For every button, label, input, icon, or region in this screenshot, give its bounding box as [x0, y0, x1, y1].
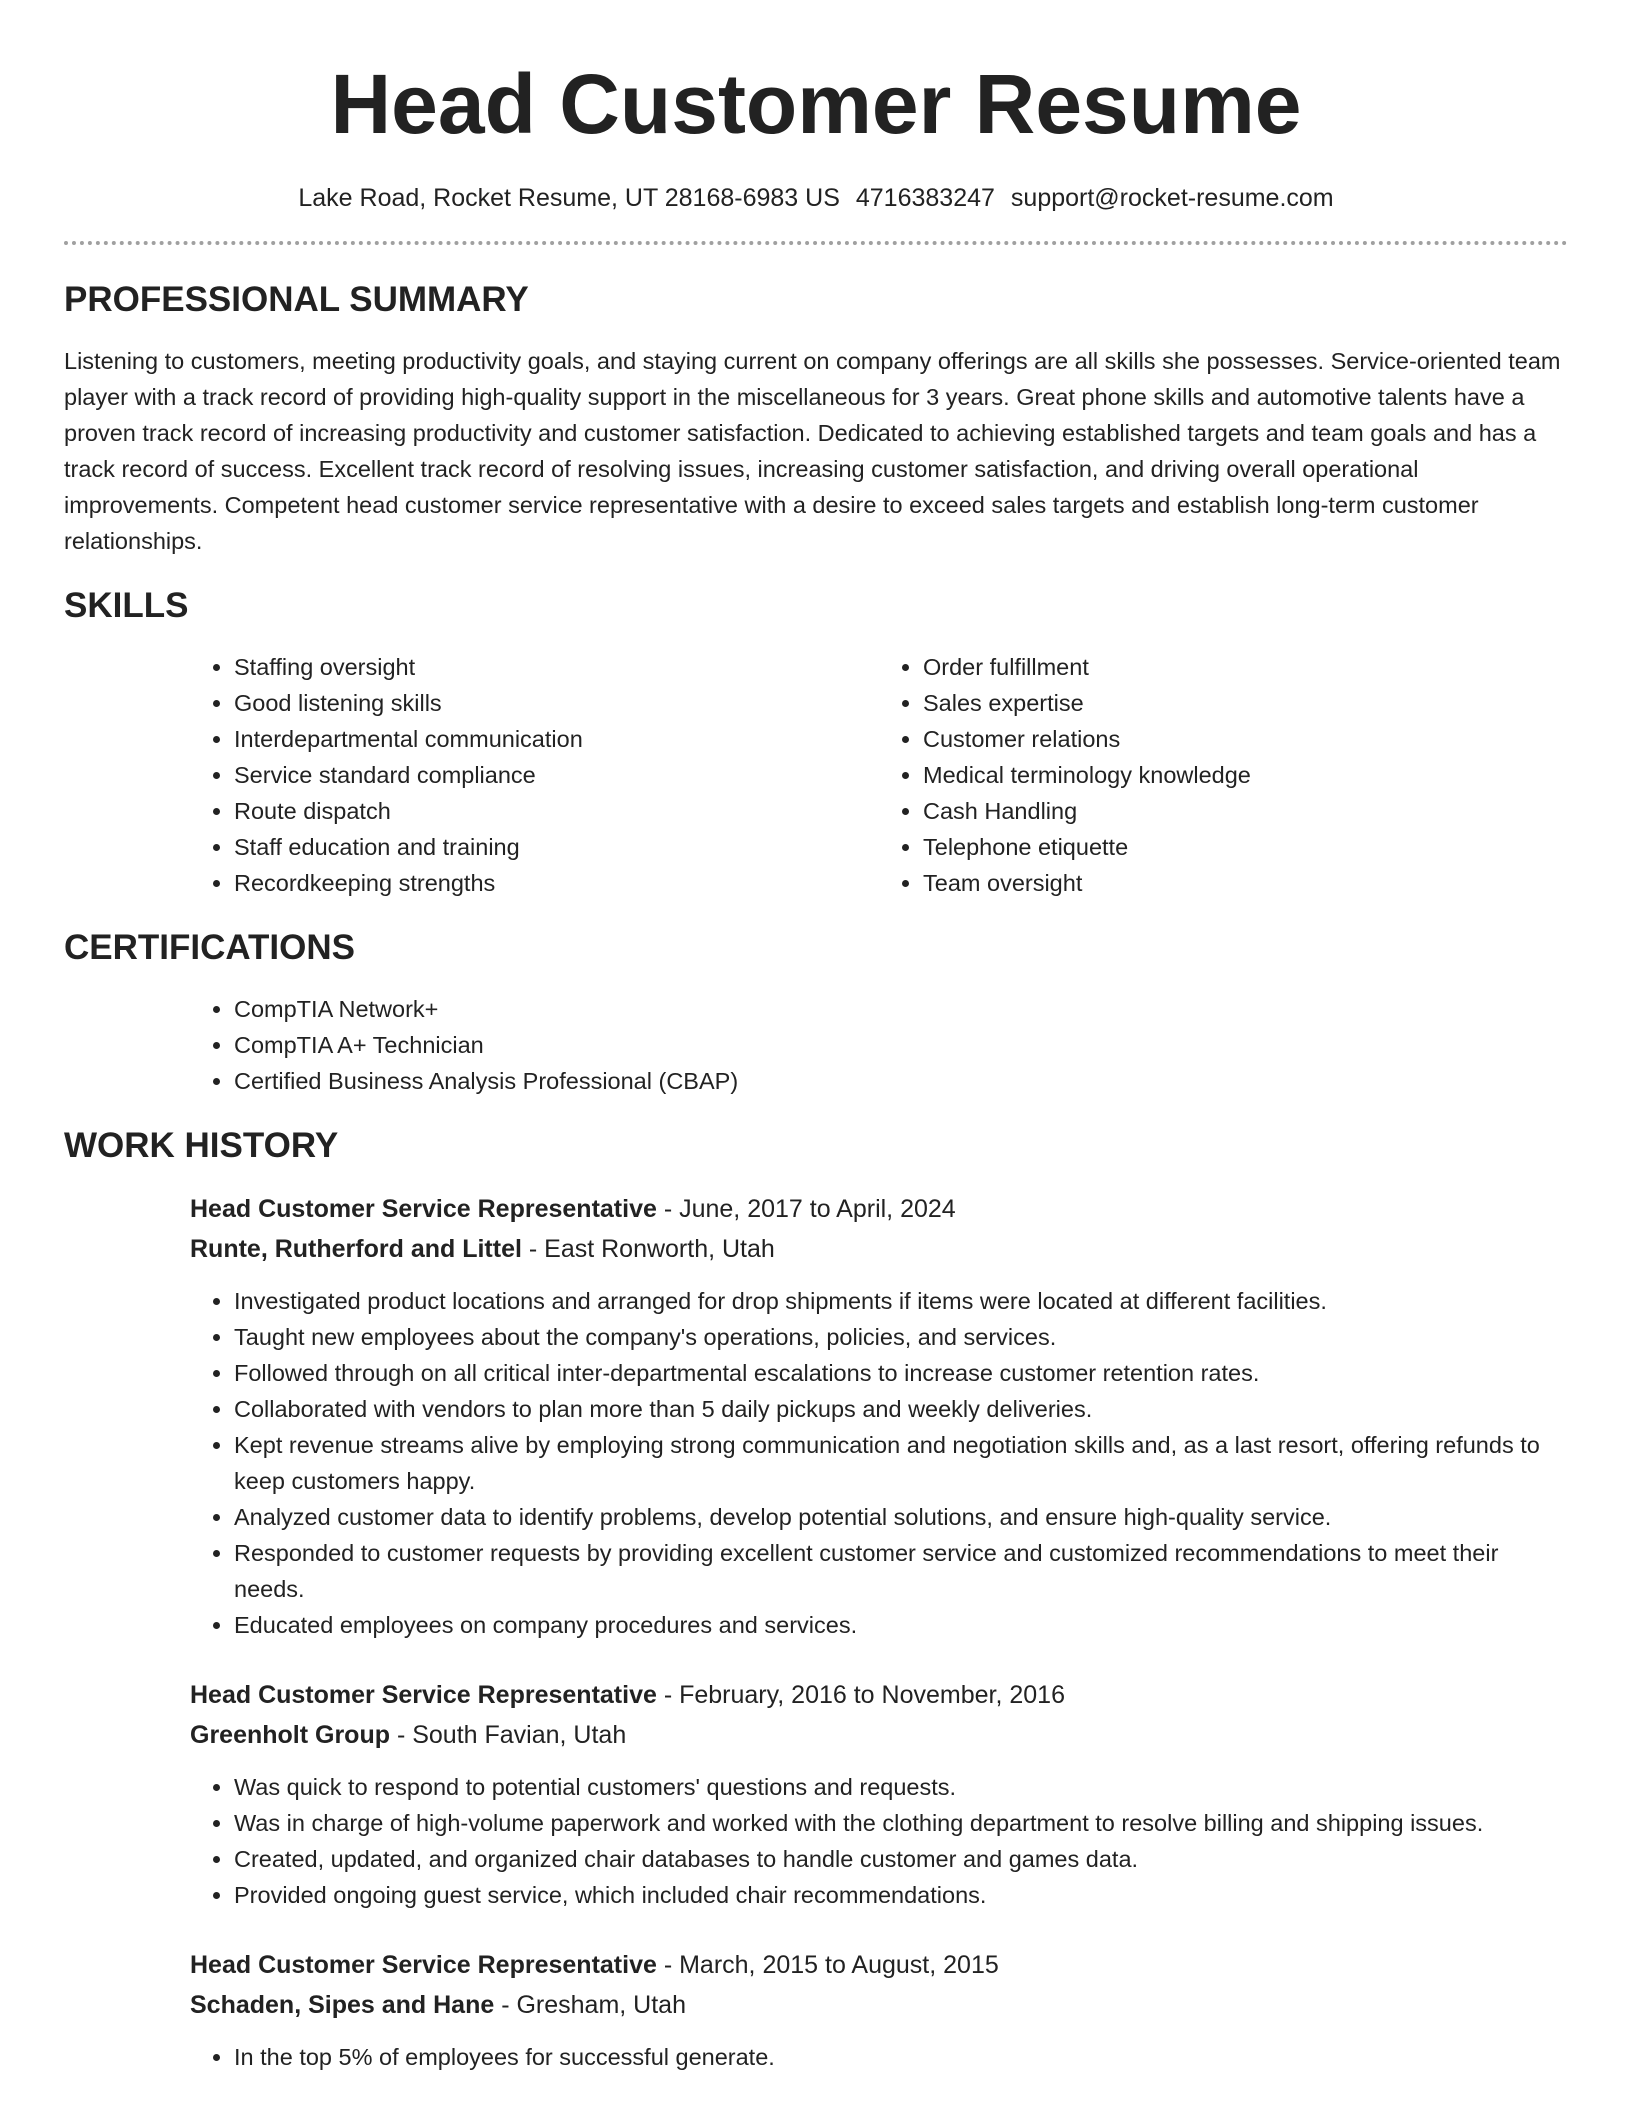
job-dates: - February, 2016 to November, 2016: [656, 1681, 1065, 1709]
skill-item: • Staff education and training: [234, 829, 879, 865]
skill-item: • Customer relations: [923, 721, 1568, 757]
skill-item: • Interdepartmental communication: [234, 721, 879, 757]
job-dates: - June, 2017 to April, 2024: [656, 1195, 956, 1223]
skill-item: • Telephone etiquette: [923, 829, 1568, 865]
skills-column-right: [879, 649, 1568, 901]
header-divider: [64, 241, 1568, 245]
contact-email: support@rocket-resume.com: [1010, 184, 1334, 212]
skill-item: • Sales expertise: [923, 685, 1568, 721]
job-entry: [190, 1189, 1568, 1643]
skill-item: • Team oversight: [923, 865, 1568, 901]
certifications-heading: CERTIFICATIONS: [64, 928, 356, 967]
job-title-line: [190, 1189, 1568, 1229]
contact-line: [64, 184, 1568, 213]
job-location: - Gresham, Utah: [494, 1991, 686, 2019]
job-company: Runte, Rutherford and Littel: [190, 1235, 522, 1263]
job-company: Schaden, Sipes and Hane: [190, 1991, 495, 2019]
job-company-line: [190, 1715, 1568, 1755]
job-bullet: • Provided ongoing guest service, which included chair recommendations.: [234, 1877, 1568, 1913]
certification-item: • CompTIA Network+: [234, 991, 1568, 1027]
certifications-list: [190, 991, 1568, 1099]
job-role: Head Customer Service Representative: [190, 1195, 657, 1223]
resume-title: Head Customer Resume: [330, 57, 1302, 151]
job-entry: [190, 1675, 1568, 1913]
contact-address: Lake Road, Rocket Resume, UT 28168-6983 US: [298, 184, 840, 212]
job-bullet-list: [190, 1283, 1568, 1643]
skill-item: • Good listening skills: [234, 685, 879, 721]
job-bullet: • Collaborated with vendors to plan more than 5 daily pickups and weekly deliveries.: [234, 1391, 1568, 1427]
job-bullet: • Investigated product locations and arranged for drop shipments if items were located at different facilities.: [234, 1283, 1568, 1319]
job-title-line: [190, 1675, 1568, 1715]
work-history-heading: WORK HISTORY: [64, 1126, 339, 1165]
skills-heading: SKILLS: [64, 586, 189, 625]
skill-item: • Staffing oversight: [234, 649, 879, 685]
skills-list: [190, 649, 1568, 901]
job-bullet: • Analyzed customer data to identify problems, develop potential solutions, and ensure high-quality service.: [234, 1499, 1568, 1535]
job-bullet: • Created, updated, and organized chair databases to handle customer and games data.: [234, 1841, 1568, 1877]
job-role: Head Customer Service Representative: [190, 1951, 657, 1979]
skill-item: • Order fulfillment: [923, 649, 1568, 685]
job-company-line: [190, 1985, 1568, 2025]
job-company-line: [190, 1229, 1568, 1269]
job-bullet: • Taught new employees about the company's operations, policies, and services.: [234, 1319, 1568, 1355]
certification-item: • Certified Business Analysis Professional (CBAP): [234, 1063, 1568, 1099]
contact-phone: 4716383247: [855, 184, 995, 212]
summary-heading: PROFESSIONAL SUMMARY: [64, 280, 529, 319]
job-entry: [190, 1945, 1568, 2075]
job-title-line: [190, 1945, 1568, 1985]
job-bullet-list: [190, 2039, 1568, 2075]
summary-text: Listening to customers, meeting productivity goals, and staying current on company offerings are all skills she possesses. Service-oriented team player with a track record of providing high-quality support in the miscellaneous for 3 years. Great phone skills and automotive talents have a proven track record of increasing productivity and customer satisfaction. Dedicated to achieving established targets and team goals and has a track record of success. Excellent track record of resolving issues, increasing customer satisfaction, and driving overall operational improvements. Competent head customer service representative with a desire to exceed sales targets and establish long-term customer relationships.: [64, 348, 1561, 554]
skills-column-left: [190, 649, 879, 901]
job-company: Greenholt Group: [190, 1721, 390, 1749]
job-bullet-list: [190, 1769, 1568, 1913]
job-bullet: • Educated employees on company procedures and services.: [234, 1607, 1568, 1643]
skill-item: • Recordkeeping strengths: [234, 865, 879, 901]
skill-item: • Medical terminology knowledge: [923, 757, 1568, 793]
skill-item: • Cash Handling: [923, 793, 1568, 829]
job-bullet: • Responded to customer requests by providing excellent customer service and customized recommendations to meet their needs.: [234, 1535, 1568, 1607]
job-role: Head Customer Service Representative: [190, 1681, 657, 1709]
job-bullet: • Was quick to respond to potential customers' questions and requests.: [234, 1769, 1568, 1805]
job-bullet: • Was in charge of high-volume paperwork and worked with the clothing department to resolve billing and shipping issues.: [234, 1805, 1568, 1841]
job-dates: - March, 2015 to August, 2015: [656, 1951, 999, 1979]
job-bullet: • Followed through on all critical inter-departmental escalations to increase customer retention rates.: [234, 1355, 1568, 1391]
skill-item: • Service standard compliance: [234, 757, 879, 793]
job-bullet: • Kept revenue streams alive by employing strong communication and negotiation skills and, as a last resort, offering refunds to keep customers happy.: [234, 1427, 1568, 1499]
job-location: - East Ronworth, Utah: [521, 1235, 775, 1263]
job-location: - South Favian, Utah: [390, 1721, 627, 1749]
skill-item: • Route dispatch: [234, 793, 879, 829]
certification-item: • CompTIA A+ Technician: [234, 1027, 1568, 1063]
job-bullet: • In the top 5% of employees for successful generate.: [234, 2039, 1568, 2075]
